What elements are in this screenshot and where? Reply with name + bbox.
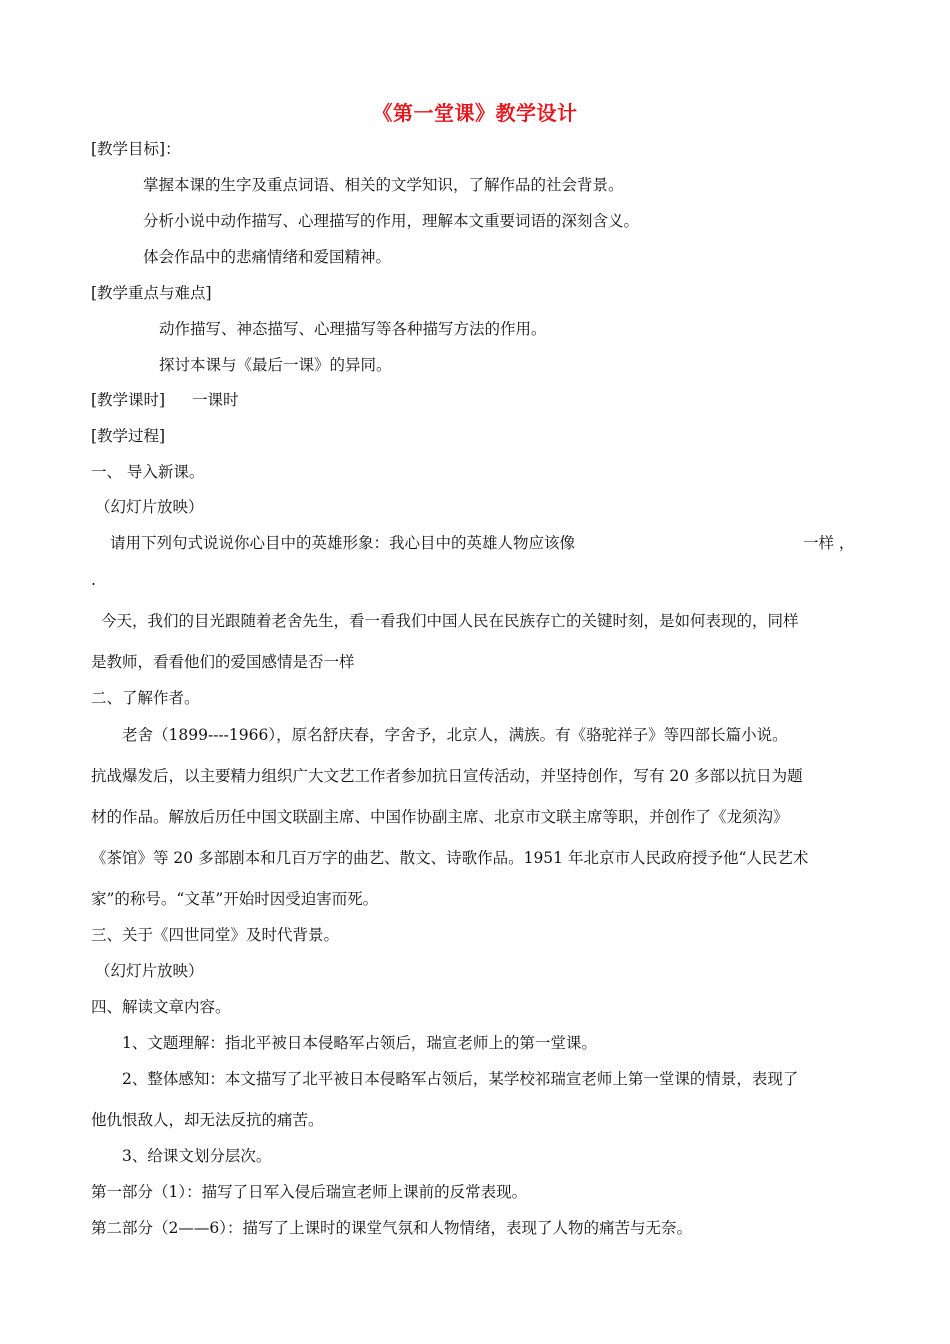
content-item: 2、整体感知：本文描写了北平被日本侵略军占领后，某学校祁瑞宣老师上第一堂课的情景，表现了 <box>122 1070 799 1088</box>
objective-item: 分析小说中动作描写、心理描写的作用，理解本文重要词语的深刻含义。 <box>143 212 640 230</box>
prompt-text: 请用下列句式说说你心目中的英雄形象：我心目中的英雄人物应该像 <box>110 534 576 552</box>
keypoints-heading: [教学重点与难点] <box>91 284 212 302</box>
document-title: 《第一堂课》教学设计 <box>372 101 578 125</box>
content-item: 第二部分（2——6）：描写了上课时的课堂气氛和人物情绪，表现了人物的痛苦与无奈。 <box>91 1219 692 1237</box>
objective-item: 体会作品中的悲痛情绪和爱国精神。 <box>143 248 392 266</box>
prompt-dot: . <box>91 571 96 589</box>
section-heading: 三、关于《四世同堂》及时代背景。 <box>91 926 340 944</box>
prompt-end: 一样 ， <box>803 534 855 552</box>
keypoint-item: 探讨本课与《最后一课》的异同。 <box>159 356 392 374</box>
slide-note: （幻灯片放映） <box>95 498 204 516</box>
author-line: 家”的称号。“文革”开始时因受迫害而死。 <box>91 890 379 908</box>
section-heading: 一、 导入新课。 <box>91 463 205 481</box>
slide-note: （幻灯片放映） <box>95 962 204 980</box>
hours-value: 一课时 <box>192 391 239 409</box>
process-heading: [教学过程] <box>91 427 166 445</box>
keypoint-item: 动作描写、神态描写、心理描写等各种描写方法的作用。 <box>159 320 547 338</box>
author-line: 抗战爆发后，以主要精力组织广大文艺工作者参加抗日宣传活动，并坚持创作，写有 20 多部以抗日为题 <box>91 767 803 785</box>
hours-label: [教学课时] <box>91 391 166 409</box>
content-item: 他仇恨敌人，却无法反抗的痛苦。 <box>91 1111 324 1129</box>
content-item: 3、给课文划分层次。 <box>122 1147 272 1165</box>
intro-line: 是教师，看看他们的爱国感情是否一样 <box>91 653 355 671</box>
content-item: 1、文题理解：指北平被日本侵略军占领后，瑞宣老师上的第一堂课。 <box>122 1034 597 1052</box>
section-heading: 二、了解作者。 <box>91 689 200 707</box>
content-item: 第一部分（1）：描写了日军入侵后瑞宣老师上课前的反常表现。 <box>91 1183 528 1201</box>
author-line: 材的作品。解放后历任中国文联副主席、中国作协副主席、北京市文联主席等职，并创作了《龙须沟》 <box>91 808 789 826</box>
author-line: 《茶馆》等 20 多部剧本和几百万字的曲艺、散文、诗歌作品。1951 年北京市人民政府授予他“人民艺术 <box>91 849 809 867</box>
objective-item: 掌握本课的生字及重点词语、相关的文学知识，了解作品的社会背景。 <box>143 176 624 194</box>
objectives-heading: [教学目标]： <box>91 140 181 158</box>
section-heading: 四、解读文章内容。 <box>91 998 231 1016</box>
intro-line: 今天，我们的目光跟随着老舍先生，看一看我们中国人民在民族存亡的关键时刻，是如何表现的，同样 <box>101 612 799 630</box>
author-line: 老舍（1899----1966），原名舒庆春，字舍予，北京人，满族。有《骆驼祥子》等四部长篇小说。 <box>122 726 788 744</box>
